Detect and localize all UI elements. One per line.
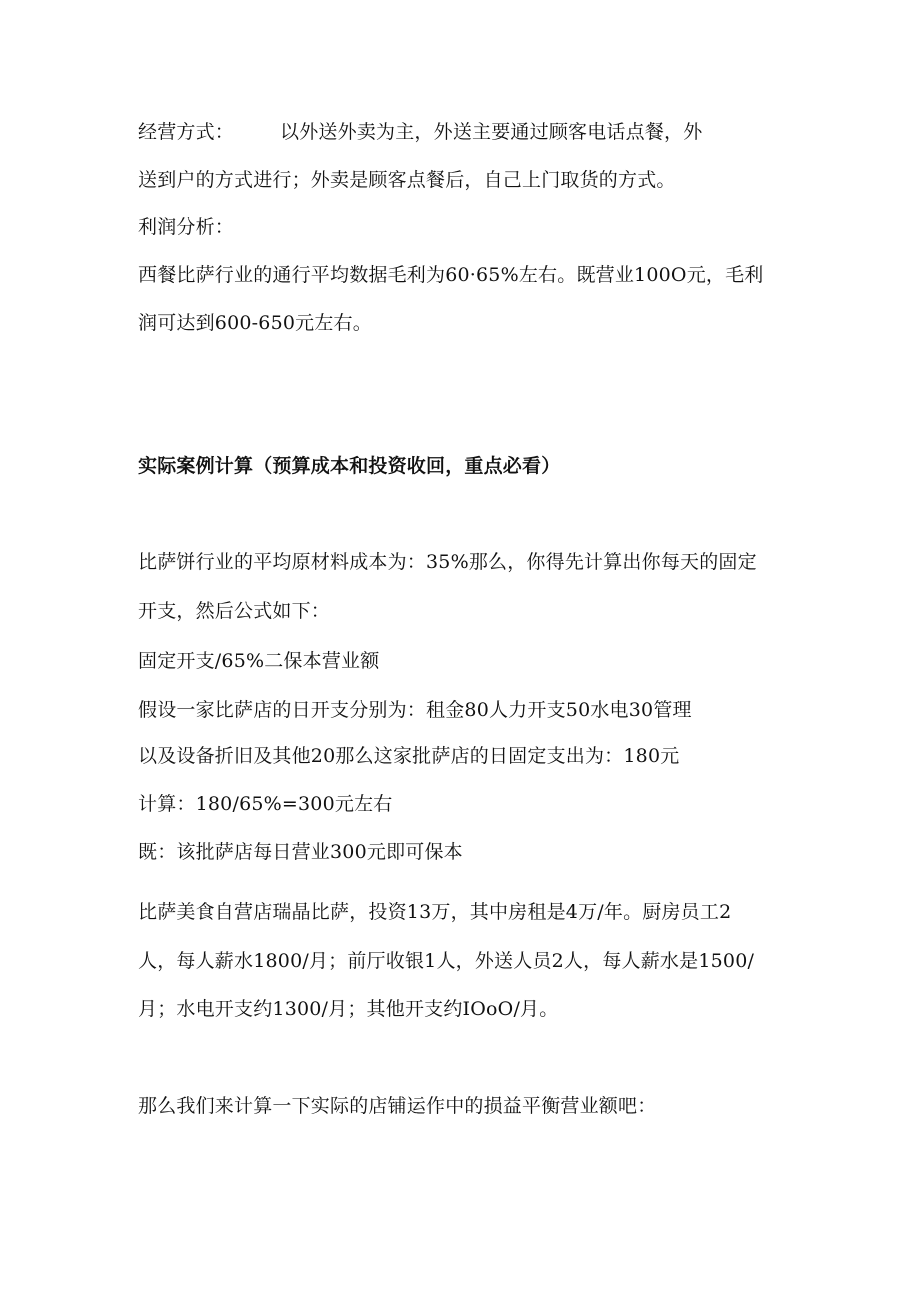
business-mode-continuation: 送到户的方式进行；外卖是顾客点餐后，自己上门取货的方式。 xyxy=(138,169,676,191)
business-mode-text: 以外送外卖为主，外送主要通过顾客电话点餐，外 xyxy=(280,121,703,143)
case-assumption-line-2: 以及设备折旧及其他20那么这家批萨店的日固定支出为：180元 xyxy=(138,745,680,767)
store-line-1: 比萨美食自营店瑞晶比萨，投资13万，其中房租是4万/年。厨房员工2 xyxy=(138,901,732,923)
case-formula: 固定开支/65%二保本营业额 xyxy=(138,650,380,672)
case-title: 实际案例计算（预算成本和投资收回，重点必看） xyxy=(138,455,561,477)
business-mode-label: 经营方式： xyxy=(138,121,235,143)
case-calculation: 计算：180/65%=300元左右 xyxy=(138,793,393,815)
case-intro-line-1: 比萨饼行业的平均原材料成本为：35%那么，你得先计算出你每天的固定 xyxy=(138,551,757,573)
profit-heading: 利润分析： xyxy=(138,216,235,238)
case-assumption-line-1: 假设一家比萨店的日开支分别为：租金80人力开支50水电30管理 xyxy=(138,699,692,721)
profit-line-2: 润可达到600-650元左右。 xyxy=(138,312,372,334)
store-line-2: 人，每人薪水1800/月；前厅收银1人，外送人员2人，每人薪水是1500/ xyxy=(138,950,755,972)
profit-line-1: 西餐比萨行业的通行平均数据毛利为60·65%左右。既营业100O元，毛利 xyxy=(138,264,764,286)
closing-line: 那么我们来计算一下实际的店铺运作中的损益平衡营业额吧： xyxy=(138,1095,657,1117)
case-result: 既：该批萨店每日营业300元即可保本 xyxy=(138,841,463,863)
business-mode-line xyxy=(138,119,702,145)
case-intro-line-2: 开支，然后公式如下： xyxy=(138,600,331,622)
store-line-3: 月；水电开支约1300/月；其他开支约IOoO/月。 xyxy=(138,998,559,1020)
